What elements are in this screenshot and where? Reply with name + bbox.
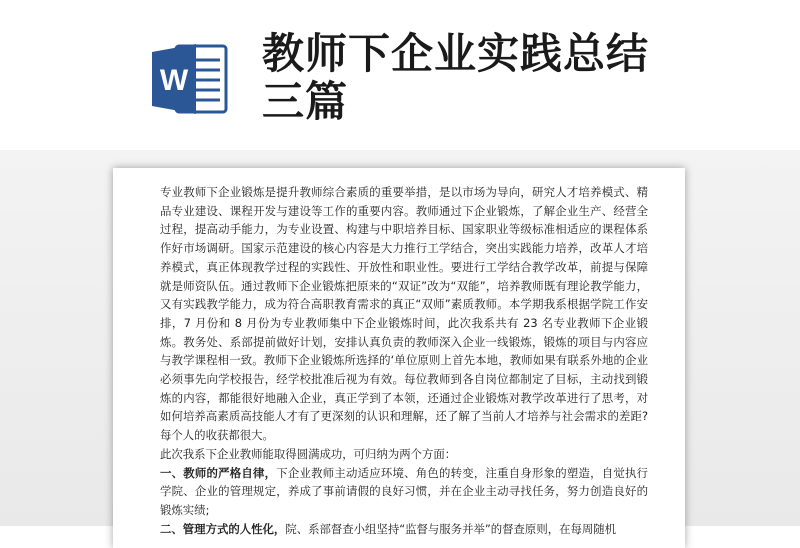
point-one-text: 下企业教师主动适应环境、角色的转变，注重自身形象的塑造，自觉执行学院、企业的管理规定，养成了事前请假的良好习惯，并在企业主动寻找任务，努力创造良好的锻炼实绩; bbox=[160, 465, 648, 517]
page-title bbox=[262, 30, 762, 126]
point-one bbox=[160, 464, 648, 520]
svg-text:W: W bbox=[159, 64, 189, 97]
page-header bbox=[0, 0, 800, 150]
point-two-text: 院、系部督查小组坚持“监督与服务并举”的督查原则，在每周随机 bbox=[285, 521, 617, 536]
document-body bbox=[160, 183, 648, 538]
paragraph-summary: 此次我系下企业教师能取得圆满成功，可归纳为两个方面： bbox=[160, 446, 457, 461]
point-two bbox=[160, 520, 648, 539]
paragraph-intro: 专业教师下企业锻炼是提升教师综合素质的重要举措，是以市场为导向，研究人才培养模式、精品专业建设、课程开发与建设等工作的重要内容。教师通过下企业锻炼，了解企业生产、经营全过程，提高动手能力，为专业设置、构建与中职培养目标、国家职业等级标准相适应的课程体系作好市场调研。国家示范建设的核心内容是大力推行工学结合，突出实践能力培养，改革人才培养模式，真正体现教学过程的实践性、开放性和职业性。要进行工学结合教学改革，前提与保障就是师资队伍。通过教师下企业锻炼把原来的“双证”改为“双能”，培养教师既有理论教学能力，又有实践教学能力，成为符合高职教育需求的真正“双师”素质教师。本学期我系根据学院工作安排，7 月份和 8 月份为专业教师集中下企业锻炼时间，此次我系共有 23 名专业教师下企业锻炼。教务处、系部提前做好计划，安排认真负责的教师深入企业一线锻炼，锻炼的项目与内容应与教学课程相一致。教师下企业锻炼所选择的‘单位原则上首先本地，教师如果有联系外地的企业必须事先向学校报告，经学校批准后视为有效。每位教师到各自岗位都制定了目标，主动找到锻炼的内容，都能很好地融入企业，真正学到了本领，还通过企业锻炼对教学改革进行了思考，对如何培养高素质高技能人才有了更深刻的认识和理解，还了解了当前人才培养与社会需求的差距?每个人的收获都很大。 bbox=[160, 185, 648, 443]
point-two-heading: 二、管理方式的人性化， bbox=[160, 521, 286, 536]
title-line-2: 三篇 bbox=[262, 77, 349, 126]
title-line-1: 教师下企业实践总结 bbox=[262, 29, 650, 78]
point-one-heading: 一、教师的严格自律， bbox=[160, 465, 277, 480]
word-document-icon bbox=[150, 40, 230, 118]
